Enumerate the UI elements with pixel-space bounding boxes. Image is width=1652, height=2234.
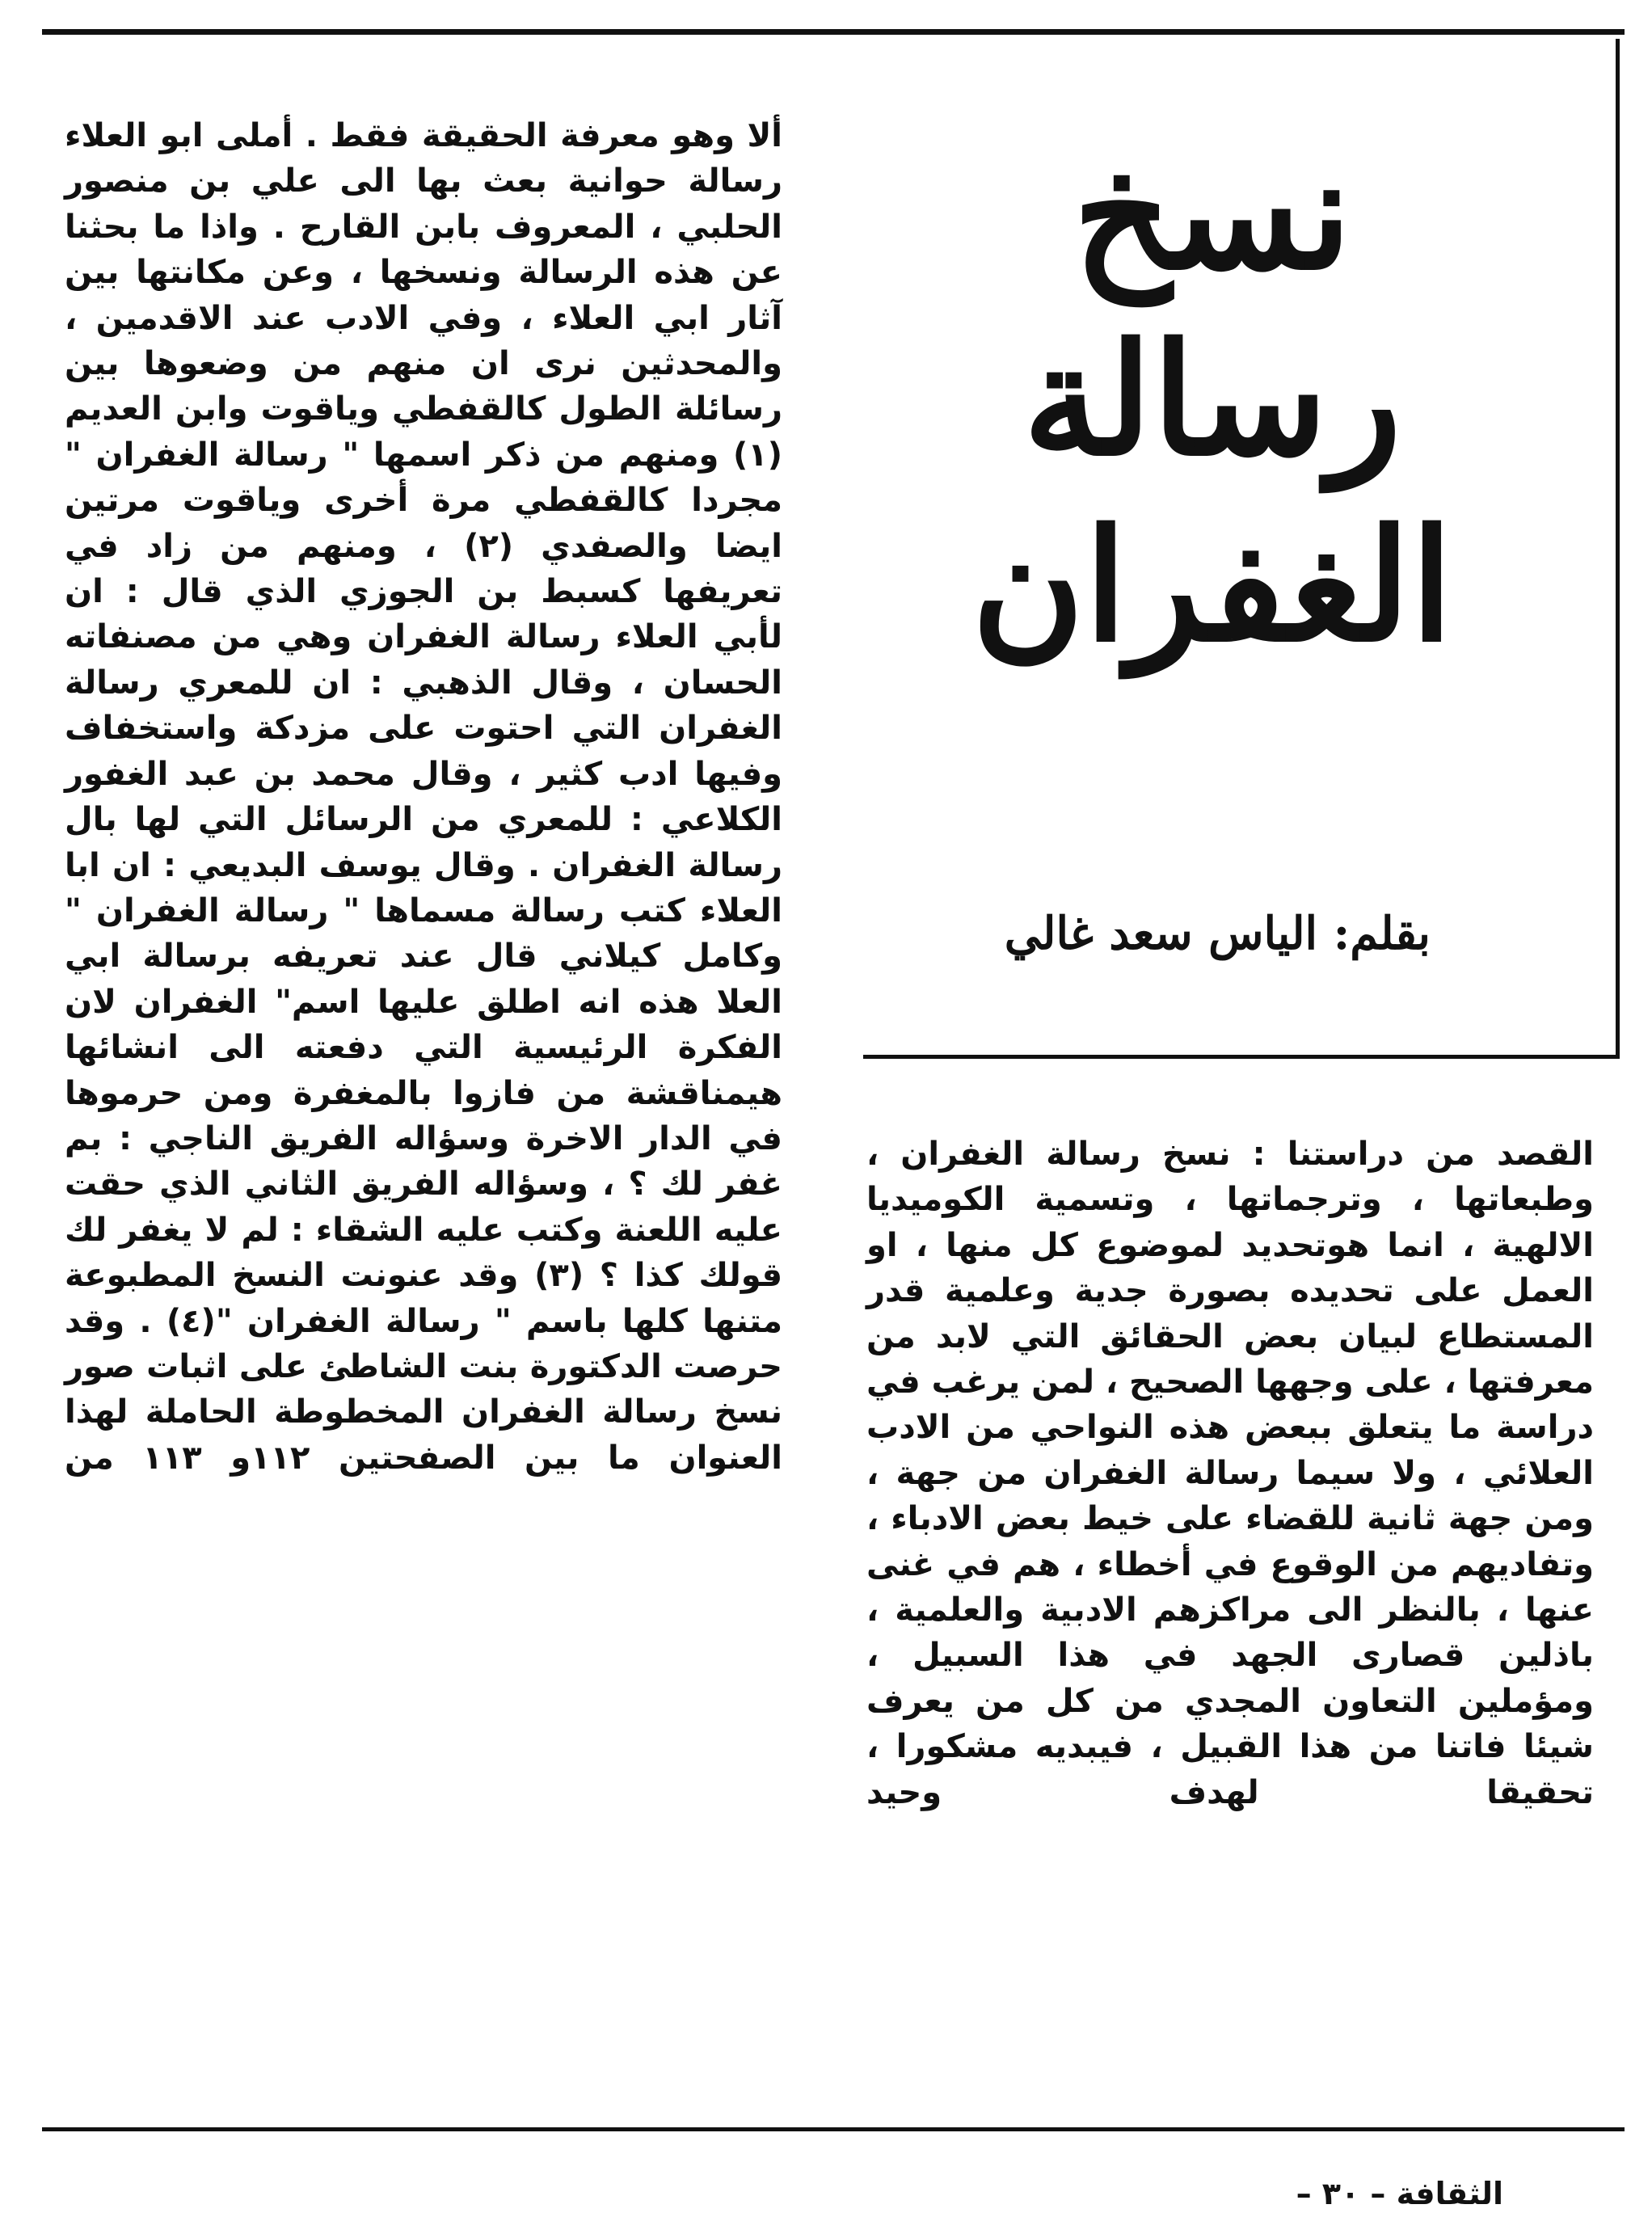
author-byline: بقلم: الياس سعد غالي (1004, 907, 1431, 960)
article-title (929, 121, 1495, 679)
paragraph-right: ألا وهو معرفة الحقيقة فقط . أملى ابو العلاء رسالة حوانية بعث بها الى علي بن منصور الحلبي ، المعروف بابن القارح . واذا ما بحثنا عن هذه الرسالة ونسخها ، وعن مكانتها بين آثار ابي العلاء ، وفي الادب عند الاقدمين ، والمحدثين نرى ان منهم من وضعوها بين رسائلة الطول كالقفطي وياقوت وابن العديم (١) ومنهم من ذكر اسمها " رسالة الغفران " مجردا كالقفطي مرة أخرى وياقوت مرتين ايضا والصفدي (٢) ، ومنهم من زاد في تعريفها كسبط بن الجوزي الذي قال : ان لأبي العلاء رسالة الغفران وهي من مصنفاته الحسان ، وقال الذهبي : ان للمعري رسالة الغفران التي احتوت على مزدكة واستخفاف وفيها ادب كثير ، وقال محمد بن عبد الغفور الكلاعي : للمعري من الرسائل التي لها بال رسالة الغفران . وقال يوسف البديعي : ان ابا العلاء كتب رسالة مسماها " رسالة الغفران " وكامل كيلاني قال عند تعريفه برسالة ابي العلا هذه انه اطلق عليها اسم" الغفران لان الفكرة الرئيسية التي دفعته الى انشائها هيمناقشة من فازوا بالمغفرة ومن حرموها في الدار الاخرة وسؤاله الفريق الناجي : بم غفر لك ؟ ، وسؤاله الفريق الثاني الذي حقت عليه اللعنة وكتب عليه الشقاء : لم لا يغفر لك قولك كذا ؟ (٣) وقد عنونت النسخ المطبوعة متنها كلها باسم " رسالة الغفران "(٤) . وقد حرصت الدكتورة بنت الشاطئ على اثبات صور نسخ رسالة الغفران المخطوطة الحاملة لهذا العنوان ما بين الصفحتين ١١٢و ١١٣ من (65, 117, 783, 1477)
text-column-left (866, 1132, 1594, 1815)
text-column-right (65, 113, 782, 1481)
title-line-2: رسالة (1022, 310, 1402, 490)
top-rule (42, 29, 1625, 35)
page-footer: الثقافة – ٣٠ – (1296, 2176, 1503, 2211)
bottom-rule (42, 2127, 1625, 2131)
title-line-3: الغفران (971, 495, 1453, 676)
title-line-1: نسخ (1073, 124, 1352, 304)
paragraph-left: القصد من دراستنا : نسخ رسالة الغفران ، وطبعاتها ، وترجماتها ، وتسمية الكوميديا الالهية ، انما هوتحديد لموضوع كل منها ، او العمل على تحديده بصورة جدية وعلمية قدر المستطاع لبيان بعض الحقائق التي لابد من معرفتها ، على وجهها الصحيح ، لمن يرغب في دراسة ما يتعلق ببعض هذه النواحي من الادب العلائي ، ولا سيما رسالة الغفران من جهة ، ومن جهة ثانية للقضاء على خيط بعض الادباء ، وتفاديهم من الوقوع في أخطاء ، هم في غنى عنها ، بالنظر الى مراكزهم الادبية والعلمية ، باذلين قصارى الجهد في هذا السبيل ، ومؤملين التعاون المجدي من كل من يعرف شيئا فاتنا من هذا القبيل ، فيبديه مشكورا ، تحقيقا لهدف وحيد (866, 1136, 1594, 1811)
